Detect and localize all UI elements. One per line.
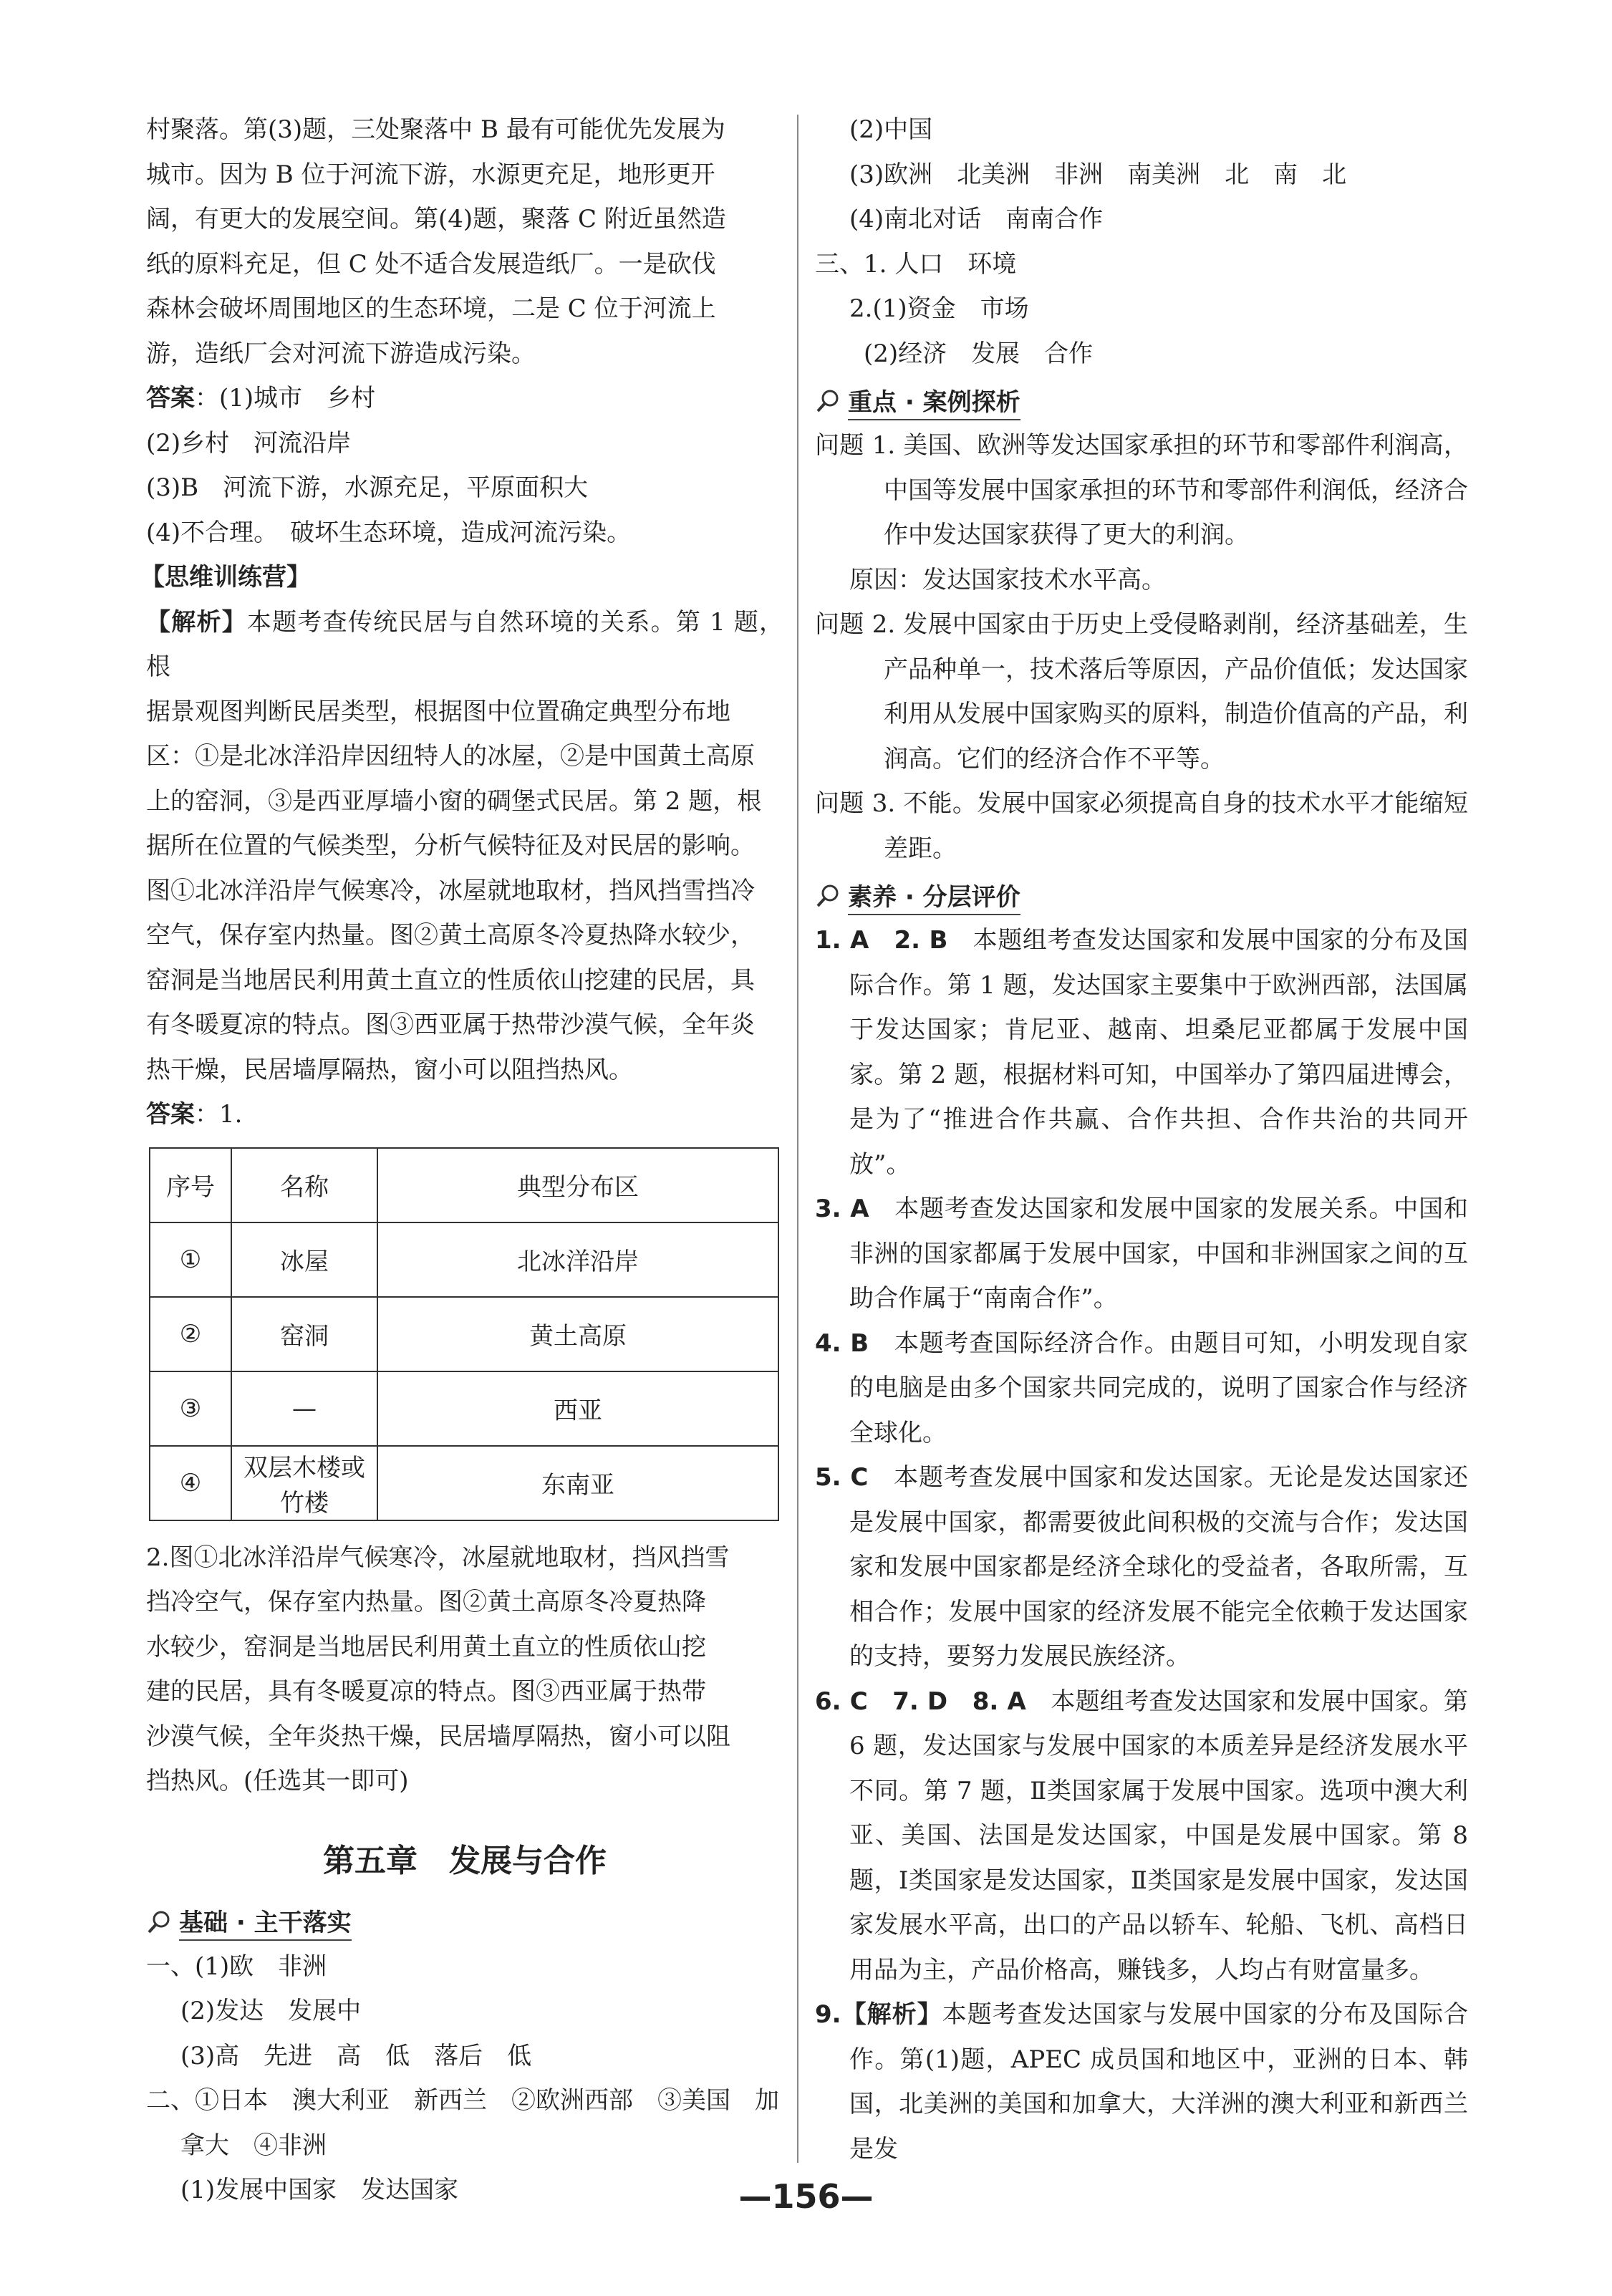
table-cell: 黄土高原: [377, 1297, 778, 1371]
para-line: 阔，有更大的发展空间。第(4)题，聚落 C 附近虽然造: [146, 205, 726, 233]
table-cell: 窑洞: [231, 1297, 377, 1371]
eval-text: 本题组考查发达国家和发展中国家的分布及国际合作。第 1 题，发达国家主要集中于欧洲西部，法国属于发达国家；肯尼亚、越南、坦桑尼亚都属于发展中国家。第 2 题，根据材料可知，中国举办了第四届进博会，是为了“推进合作共赢、合作共担、合作共治的共同开放”。: [849, 926, 1468, 1179]
thinking-heading: 【思维训练营】: [140, 563, 311, 592]
table-row: [150, 1297, 778, 1371]
table-header-cell: 序号: [150, 1148, 231, 1222]
eval-text: 本题考查发展中国家和发达国家。无论是发达国家还是发展中国家，都需要彼此间积极的交流与合作；发达国家和发展中国家都是经济全球化的受益者，各取所需，互相合作；发展中国家的经济发展不能完全依赖于发达国家的支持，要努力发展民族经济。: [849, 1463, 1468, 1671]
para-line: 挡热风。(任选其一即可): [146, 1767, 409, 1795]
table-cell: 双层木楼或竹楼: [231, 1446, 377, 1520]
column-divider: [797, 115, 798, 2163]
basic-line: (3)高 先进 高 低 落后 低: [180, 2041, 532, 2070]
eval-answer: 1. A 2. B: [815, 926, 948, 955]
analysis-line: 空气，保存室内热量。图②黄土高原冬冷夏热降水较少，: [146, 921, 755, 950]
basic-line: (3)欧洲 北美洲 非洲 南美洲 北 南 北: [849, 160, 1347, 189]
question-answer: 问题 2. 发展中国家由于历史上受侵略剥削，经济基础差，生产品种单一，技术落后等原因，产品价值低；发达国家利用从发展中国家购买的原料，制造价值高的产品，利润高。它们的经济合作不平等。: [815, 610, 1468, 773]
answer-label: 答案: [146, 1100, 195, 1129]
analysis-text: 本题考查传统民居与自然环境的关系。第 1 题，根: [146, 607, 783, 681]
eval-text: 本题考查发达国家和发展中国家的发展关系。中国和非洲的国家都属于发展中国家，中国和非洲国家之间的互助合作属于“南南合作”。: [849, 1195, 1468, 1313]
section-heading-basic: [146, 1900, 783, 1944]
answer-label: 答案: [146, 384, 195, 413]
table-row: [150, 1371, 778, 1446]
basic-line: (2)中国: [849, 115, 933, 144]
section-title: 基础 · 主干落实: [179, 1903, 352, 1941]
analysis-label: 【解析】: [146, 607, 247, 637]
table-cell: —: [231, 1371, 377, 1446]
eval-item: [815, 1187, 1468, 1321]
analysis-line: 热干燥，民居墙厚隔热，窗小可以阻挡热风。: [146, 1055, 633, 1084]
para-line: 森林会破坏周围地区的生态环境，二是 C 位于河流上: [146, 294, 716, 323]
para-line: 沙漠气候，全年炎热干燥，民居墙厚隔热，窗小可以阻: [146, 1722, 730, 1751]
table-row: [150, 1222, 778, 1297]
analysis-line: [146, 600, 783, 690]
table-cell: ②: [150, 1297, 231, 1371]
basic-line: 一、(1)欧 非洲: [146, 1952, 327, 1981]
analysis-line: 据景观图判断民居类型，根据图中位置确定典型分布地: [146, 697, 730, 726]
question-answer: 问题 3. 不能。发展中国家必须提高自身的技术水平才能缩短差距。: [815, 789, 1468, 863]
eval-item: [815, 1455, 1468, 1679]
section-title: 素养 · 分层评价: [848, 877, 1020, 915]
basic-line: 拿大 ④非洲: [180, 2131, 327, 2160]
analysis-line: 据所在位置的气候类型，分析气候特征及对民居的影响。: [146, 831, 755, 860]
basic-line: 二、①日本 澳大利亚 新西兰 ②欧洲西部 ③美国 加: [146, 2086, 779, 2115]
para-line: 水较少，窑洞是当地居民利用黄土直立的性质依山挖: [146, 1632, 706, 1661]
answer-line: (4)不合理。 破坏生态环境，造成河流污染。: [146, 518, 632, 547]
basic-line: 三、1. 人口 环境: [815, 249, 1017, 279]
chapter-title: 第五章 发展与合作: [323, 1842, 607, 1879]
table-cell: 东南亚: [377, 1446, 778, 1520]
analysis-line: 图①北冰洋沿岸气候寒冷，冰屋就地取材，挡风挡雪挡冷: [146, 876, 755, 905]
eval-answer: 9.【解析】: [815, 2000, 942, 2029]
para-line: 建的民居，具有冬暖夏凉的特点。图③西亚属于热带: [146, 1677, 706, 1706]
basic-line: (4)南北对话 南南合作: [849, 205, 1104, 233]
eval-answer: 4. B: [815, 1328, 869, 1358]
table-cell: ③: [150, 1371, 231, 1446]
section-heading-eval: [815, 874, 1468, 918]
eval-answer: 5. C: [815, 1463, 869, 1492]
answer-line: (2)乡村 河流沿岸: [146, 428, 352, 458]
magnifier-icon: [146, 1909, 172, 1935]
question-answer: 原因：发达国家技术水平高。: [849, 565, 1166, 594]
eval-item: [815, 1679, 1476, 1993]
section-heading-case: [815, 379, 1468, 423]
para-line: 纸的原料充足，但 C 处不适合发展造纸厂。一是砍伐: [146, 249, 716, 279]
para-line: 挡冷空气，保存室内热量。图②黄土高原冬冷夏热降: [146, 1588, 706, 1616]
magnifier-icon: [815, 883, 841, 909]
table-header-cell: 名称: [231, 1148, 377, 1222]
page-number: —156—: [738, 2177, 874, 2216]
table-row: [150, 1446, 778, 1520]
eval-answer: 6. C 7. D 8. A: [815, 1687, 1026, 1716]
section-title: 重点 · 案例探析: [848, 382, 1020, 420]
analysis-line: 上的窑洞，③是西亚厚墙小窗的碉堡式民居。第 2 题，根: [146, 786, 762, 816]
para-line: 城市。因为 B 位于河流下游，水源更充足，地形更开: [146, 160, 715, 189]
table-header-row: [150, 1148, 778, 1222]
table-cell: 北冰洋沿岸: [377, 1222, 778, 1297]
answer-text: ：(1)城市 乡村: [195, 384, 376, 413]
table-cell: ④: [150, 1446, 231, 1520]
table-cell: 冰屋: [231, 1222, 377, 1297]
para-line: 村聚落。第(3)题，三处聚落中 B 最有可能优先发展为: [146, 115, 725, 144]
answer-line: [146, 1092, 783, 1137]
left-column: [140, 107, 783, 2213]
basic-line: 2.(1)资金 市场: [849, 294, 1029, 323]
para-line: 2.图①北冰洋沿岸气候寒冷，冰屋就地取材，挡风挡雪: [146, 1543, 730, 1572]
eval-text: 本题考查发达国家与发展中国家的分布及国际合作。第(1)题，APEC 成员国和地区中，亚洲的日本、韩国，北美洲的美国和加拿大，大洋洲的澳大利亚和新西兰是发: [849, 2000, 1469, 2164]
analysis-line: 有冬暖夏凉的特点。图③西亚属于热带沙漠气候，全年炎: [146, 1010, 755, 1039]
magnifier-icon: [815, 388, 841, 414]
eval-item: [815, 1321, 1468, 1456]
basic-line: (1)发展中国家 发达国家: [180, 2176, 459, 2204]
analysis-line: 区：①是北冰洋沿岸因纽特人的冰屋，②是中国黄土高原: [146, 742, 755, 771]
basic-line: (2)经济 发展 合作: [864, 339, 1094, 368]
right-column: [815, 107, 1476, 2171]
eval-text: 本题组考查发达国家和发展中国家。第 6 题，发达国家与发展中国家的本质差异是经济发展水平不同。第 7 题，Ⅱ类国家属于发展中国家。选项中澳大利亚、美国、法国是发达国家，中国是发展中国家。第 8 题，Ⅰ类国家是发达国家，Ⅱ类国家是发展中国家，发达国家发展水平高，出口的产品以轿车、轮船、飞机、高档日用品为主，产品价格高，赚钱多，人均占有财富量多。: [849, 1687, 1476, 1984]
dwelling-table: [149, 1147, 779, 1521]
eval-text: 本题考查国际经济合作。由题目可知，小明发现自家的电脑是由多个国家共同完成的，说明了国家合作与经济全球化。: [849, 1328, 1469, 1447]
analysis-line: 窑洞是当地居民利用黄土直立的性质依山挖建的民居，具: [146, 965, 755, 995]
answer-line: (3)B 河流下游，水源充足，平原面积大: [146, 473, 589, 502]
table-cell: ①: [150, 1222, 231, 1297]
answer-text: ：1.: [195, 1100, 243, 1129]
answer-line: [146, 376, 783, 421]
eval-answer: 3. A: [815, 1195, 869, 1223]
table-header-cell: 典型分布区: [377, 1148, 778, 1222]
eval-item: [815, 918, 1468, 1187]
table-cell: 西亚: [377, 1371, 778, 1446]
question-answer: 问题 1. 美国、欧洲等发达国家承担的环节和零部件利润高，中国等发展中国家承担的环节和零部件利润低，经济合作中发达国家获得了更大的利润。: [815, 431, 1468, 549]
para-line: 游，造纸厂会对河流下游造成污染。: [146, 339, 536, 368]
eval-item: [815, 1992, 1468, 2171]
basic-line: (2)发达 发展中: [180, 1997, 362, 2025]
